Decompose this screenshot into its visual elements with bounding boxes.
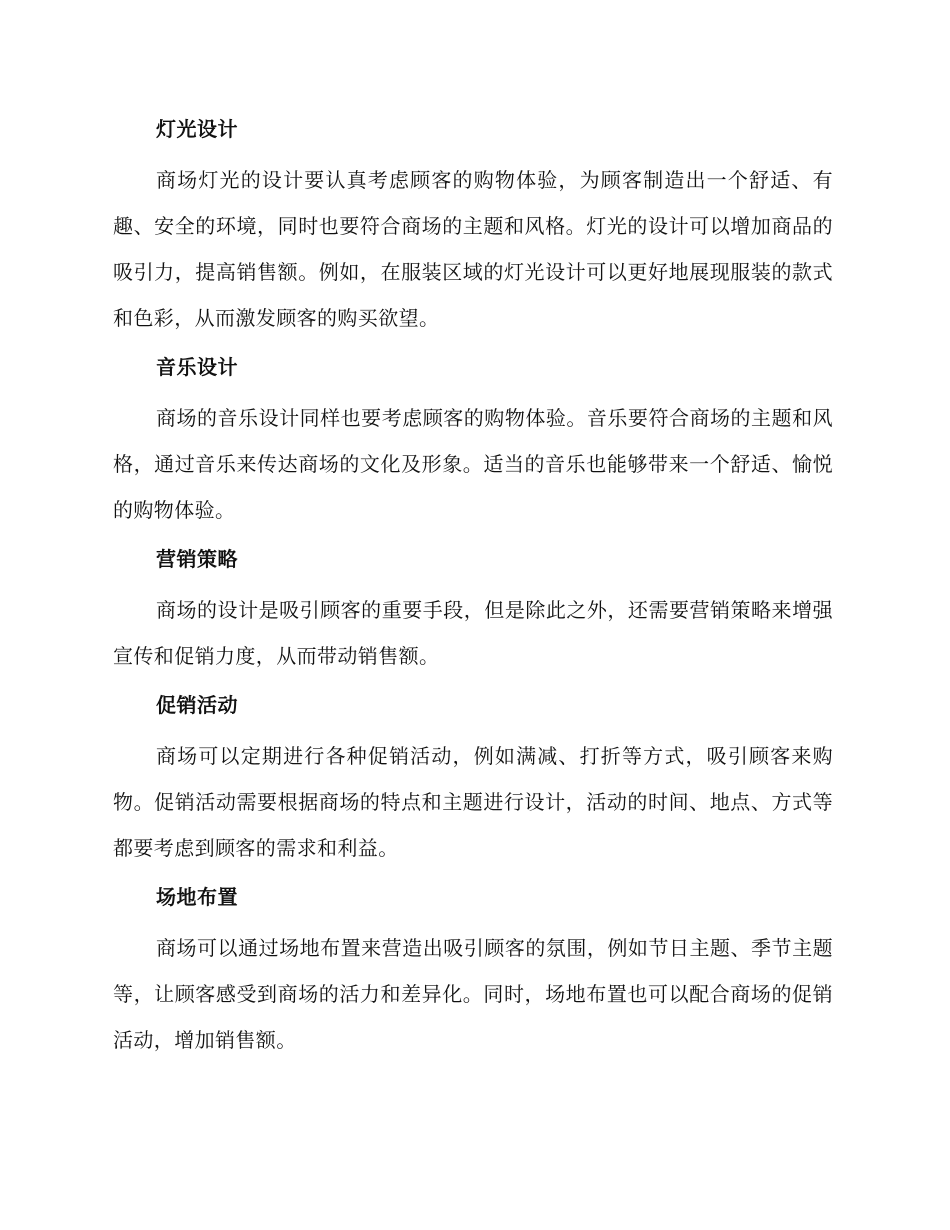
section-heading: 场地布置 bbox=[156, 885, 238, 909]
section-heading: 营销策略 bbox=[156, 547, 238, 571]
section-paragraph: 商场灯光的设计要认真考虑顾客的购物体验，为顾客制造出一个舒适、有趣、安全的环境，同时也要符合商场的主题和风格。灯光的设计可以增加商品的吸引力，提高销售额。例如，在服装区域的灯光设计可以更好地展现服装的款式和色彩，从而激发顾客的购买欲望。 bbox=[113, 168, 833, 330]
document-page bbox=[113, 114, 833, 1074]
section-heading: 音乐设计 bbox=[156, 355, 238, 379]
section-heading: 灯光设计 bbox=[156, 117, 238, 141]
section-paragraph: 商场可以通过场地布置来营造出吸引顾客的氛围，例如节日主题、季节主题等，让顾客感受到商场的活力和差异化。同时，场地布置也可以配合商场的促销活动，增加销售额。 bbox=[113, 936, 833, 1052]
section-paragraph: 商场的设计是吸引顾客的重要手段，但是除此之外，还需要营销策略来增强宣传和促销力度，从而带动销售额。 bbox=[113, 598, 833, 668]
section-lighting-design bbox=[113, 114, 833, 341]
section-heading: 促销活动 bbox=[156, 693, 238, 717]
section-marketing-strategy bbox=[113, 544, 833, 679]
section-paragraph: 商场的音乐设计同样也要考虑顾客的购物体验。音乐要符合商场的主题和风格，通过音乐来传达商场的文化及形象。适当的音乐也能够带来一个舒适、愉悦的购物体验。 bbox=[113, 406, 833, 522]
section-music-design bbox=[113, 352, 833, 533]
section-paragraph: 商场可以定期进行各种促销活动，例如满减、打折等方式，吸引顾客来购物。促销活动需要根据商场的特点和主题进行设计，活动的时间、地点、方式等都要考虑到顾客的需求和利益。 bbox=[113, 744, 833, 860]
section-venue-layout bbox=[113, 882, 833, 1063]
section-promotions bbox=[113, 690, 833, 871]
